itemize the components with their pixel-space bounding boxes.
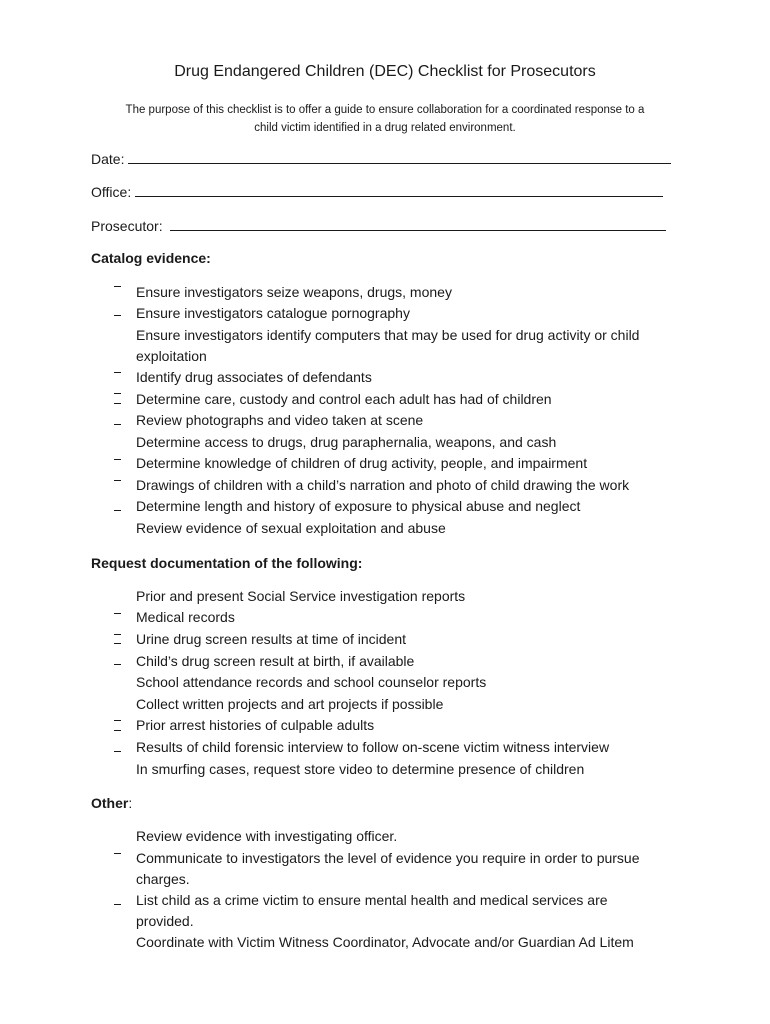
checkbox-mark[interactable]: [114, 643, 121, 644]
documentation-item: Results of child forensic interview to follow on-scene victim witness interview: [136, 739, 610, 755]
checkbox-mark[interactable]: [114, 634, 121, 635]
documentation-item: Urine drug screen results at time of incident: [136, 631, 407, 647]
checkbox-mark[interactable]: [114, 459, 121, 460]
checkbox-mark[interactable]: [114, 315, 121, 316]
checkbox-mark[interactable]: [114, 730, 121, 731]
documentation-item: Child’s drug screen result at birth, if available: [136, 653, 415, 669]
other-heading-colon: :: [128, 795, 133, 811]
checkbox-mark[interactable]: [114, 751, 121, 752]
catalog-item: Review evidence of sexual exploitation and abuse: [136, 520, 446, 536]
catalog-item: Ensure investigators seize weapons, drugs, money: [136, 284, 452, 300]
purpose-line: The purpose of this checklist is to offer a guide to ensure collaboration for a coordinated response to a: [125, 104, 645, 116]
catalog-item: Identify drug associates of defendants: [136, 369, 372, 385]
checkbox-mark[interactable]: [114, 480, 121, 481]
catalog-item: Determine length and history of exposure to physical abuse and neglect: [136, 498, 581, 514]
checkbox-mark[interactable]: [114, 393, 121, 394]
documentation-item: School attendance records and school counselor reports: [136, 674, 487, 690]
document-title: Drug Endangered Children (DEC) Checklist for Prosecutors: [174, 63, 596, 80]
date-field[interactable]: [91, 150, 671, 167]
checkbox-mark[interactable]: [114, 904, 121, 905]
prosecutor-label: Prosecutor:: [91, 218, 163, 234]
checkbox-mark[interactable]: [114, 613, 121, 614]
checkbox-mark[interactable]: [114, 372, 121, 373]
purpose-line: child victim identified in a drug related environment.: [254, 122, 516, 134]
catalog-item: exploitation: [136, 348, 207, 364]
documentation-item: Prior and present Social Service investigation reports: [136, 588, 466, 604]
documentation-item: Prior arrest histories of culpable adults: [136, 717, 375, 733]
checkbox-mark[interactable]: [114, 853, 121, 854]
other-item: Review evidence with investigating officer.: [136, 828, 398, 844]
documentation-item: Collect written projects and art projects if possible: [136, 696, 444, 712]
catalog-item: Ensure investigators identify computers that may be used for drug activity or child: [136, 327, 640, 343]
date-blank-line[interactable]: [128, 150, 671, 164]
prosecutor-blank-line[interactable]: [170, 217, 666, 231]
checkbox-mark[interactable]: [114, 510, 121, 511]
checkbox-mark[interactable]: [114, 664, 121, 665]
catalog-item: Determine access to drugs, drug paraphernalia, weapons, and cash: [136, 434, 557, 450]
checkbox-mark[interactable]: [114, 424, 121, 425]
office-label: Office:: [91, 184, 132, 200]
other-item: provided.: [136, 913, 194, 929]
other-item: List child as a crime victim to ensure mental health and medical services are: [136, 892, 608, 908]
other-item: Coordinate with Victim Witness Coordinator, Advocate and/or Guardian Ad Litem: [136, 934, 634, 950]
documentation-item: Medical records: [136, 609, 235, 625]
checkbox-mark[interactable]: [114, 403, 121, 404]
documentation-heading: Request documentation of the following:: [91, 555, 363, 571]
other-heading: [91, 795, 132, 811]
office-blank-line[interactable]: [135, 183, 663, 197]
catalog-item: Determine knowledge of children of drug activity, people, and impairment: [136, 455, 588, 471]
checkbox-mark[interactable]: [114, 720, 121, 721]
purpose-statement: [90, 101, 680, 137]
other-item: charges.: [136, 871, 190, 887]
catalog-item: Review photographs and video taken at scene: [136, 412, 424, 428]
other-heading-text: Other: [91, 795, 129, 811]
catalog-item: Determine care, custody and control each adult has had of children: [136, 391, 552, 407]
date-label: Date:: [91, 151, 125, 167]
checkbox-mark[interactable]: [114, 286, 121, 287]
catalog-heading: Catalog evidence:: [91, 250, 211, 266]
catalog-item: Drawings of children with a child’s narration and photo of child drawing the work: [136, 477, 630, 493]
prosecutor-field[interactable]: [91, 217, 666, 234]
catalog-item: Ensure investigators catalogue pornography: [136, 305, 410, 321]
documentation-item: In smurfing cases, request store video to determine presence of children: [136, 761, 585, 777]
other-item: Communicate to investigators the level of evidence you require in order to pursue: [136, 850, 640, 866]
office-field[interactable]: [91, 183, 663, 200]
